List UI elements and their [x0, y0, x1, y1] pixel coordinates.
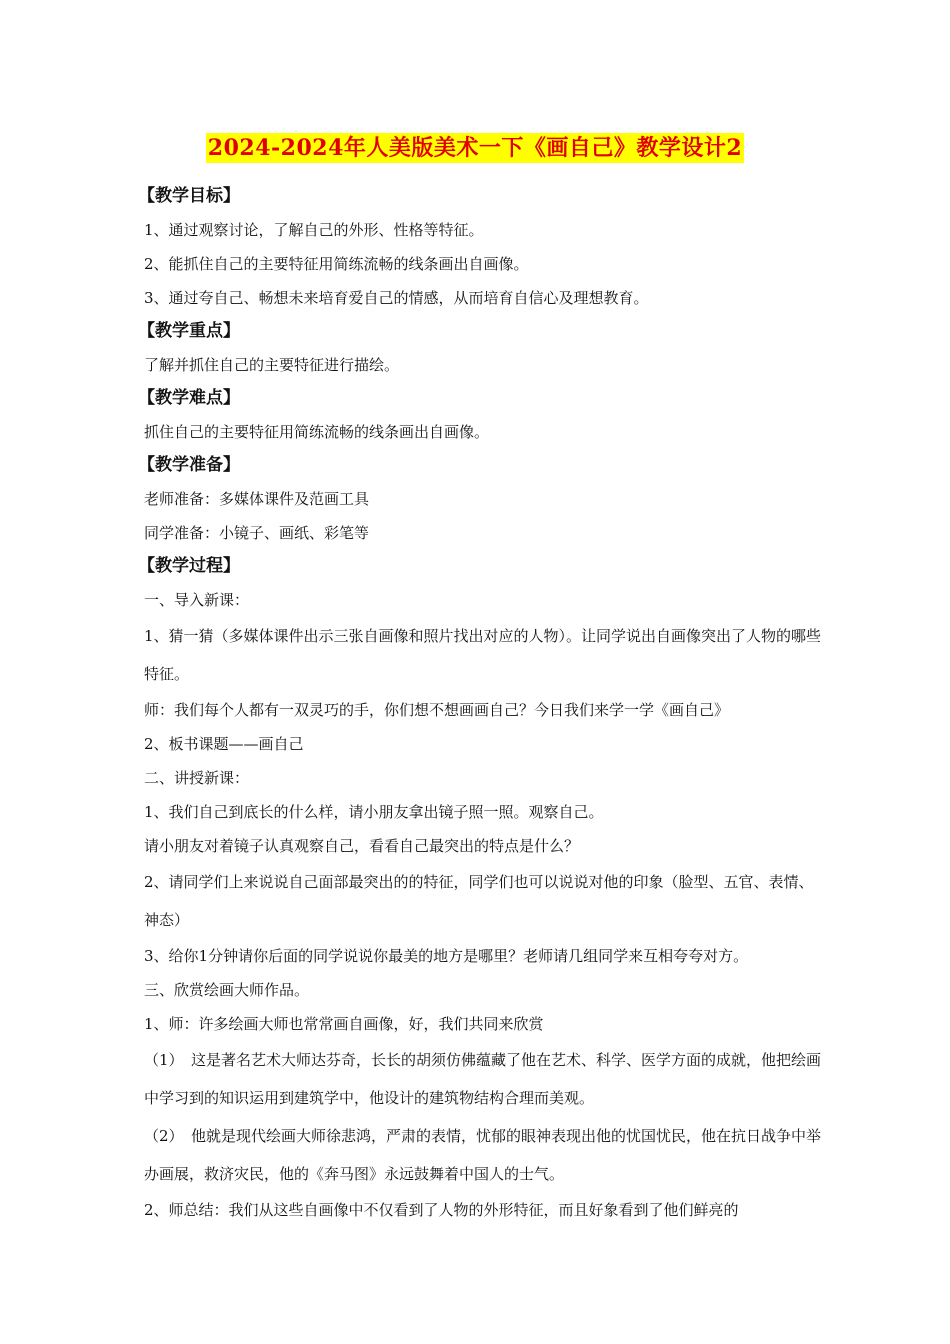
document-title: 2024-2024年人美版美术一下《画自己》教学设计2: [207, 135, 743, 161]
title-container: [0, 133, 950, 163]
difficulty-item: 抓住自己的主要特征用简练流畅的线条画出自画像。: [144, 423, 490, 441]
process-part3-paragraph-4: 2、师总结：我们从这些自画像中不仅看到了人物的外形特征，而且好象看到了他们鲜亮的: [144, 1201, 739, 1219]
process-part3-title: 三、欣赏绘画大师作品。: [144, 981, 310, 999]
process-part2-paragraph-4: 3、给你1分钟请你后面的同学说说你最美的地方是哪里？老师请几组同学来互相夸夸对方。: [144, 947, 749, 965]
process-part3-paragraph-3: （2） 他就是现代绘画大师徐悲鸿，严肃的表情，忧郁的眼神表现出他的忧国忧民，他在抗日战争中举办画展，救济灾民，他的《奔马图》永远鼓舞着中国人的士气。: [144, 1127, 822, 1183]
heading-difficulties: 【教学难点】: [138, 388, 240, 408]
process-part2-paragraph-3: 2、请同学们上来说说自己面部最突出的的特征，同学们也可以说说对他的印象（脸型、五官、表情、神态）: [144, 873, 814, 929]
process-part1-title: 一、导入新课：: [144, 591, 250, 609]
process-part1-paragraph-1: 1、猜一猜（多媒体课件出示三张自画像和照片找出对应的人物）。让同学说出自画像突出了人物的哪些特征。: [144, 627, 822, 683]
process-part1-paragraph-3: 2、板书课题——画自己: [144, 735, 304, 753]
goal-item-2: 2、能抓住自己的主要特征用简练流畅的线条画出自画像。: [144, 255, 529, 273]
preparation-teacher: 老师准备：多媒体课件及范画工具: [144, 490, 370, 508]
heading-process: 【教学过程】: [138, 556, 240, 576]
process-part3-paragraph-2: （1） 这是著名艺术大师达芬奇，长长的胡须仿佛蕴藏了他在艺术、科学、医学方面的成就，他把绘画中学习到的知识运用到建筑学中，他设计的建筑物结构合理而美观。: [144, 1051, 822, 1107]
heading-key-points: 【教学重点】: [138, 321, 240, 341]
process-part2-paragraph-1: 1、我们自己到底长的什么样，请小朋友拿出镜子照一照。观察自己。: [144, 803, 604, 821]
key-point-item: 了解并抓住自己的主要特征进行描绘。: [144, 356, 400, 374]
document-body: [138, 180, 824, 1227]
process-part2-paragraph-2: 请小朋友对着镜子认真观察自己，看看自己最突出的特点是什么？: [144, 837, 580, 855]
process-part3-paragraph-1: 1、师：许多绘画大师也常常画自画像，好，我们共同来欣赏: [144, 1015, 544, 1033]
heading-preparation: 【教学准备】: [138, 455, 240, 475]
preparation-students: 同学准备：小镜子、画纸、彩笔等: [144, 524, 370, 542]
process-part2-title: 二、讲授新课：: [144, 769, 250, 787]
goal-item-1: 1、通过观察讨论，了解自己的外形、性格等特征。: [144, 221, 484, 239]
goal-item-3: 3、通过夸自己、畅想未来培育爱自己的情感，从而培育自信心及理想教育。: [144, 289, 649, 307]
process-part1-paragraph-2: 师：我们每个人都有一双灵巧的手，你们想不想画画自己？今日我们来学一学《画自己》: [144, 701, 730, 719]
heading-goals: 【教学目标】: [138, 186, 240, 206]
